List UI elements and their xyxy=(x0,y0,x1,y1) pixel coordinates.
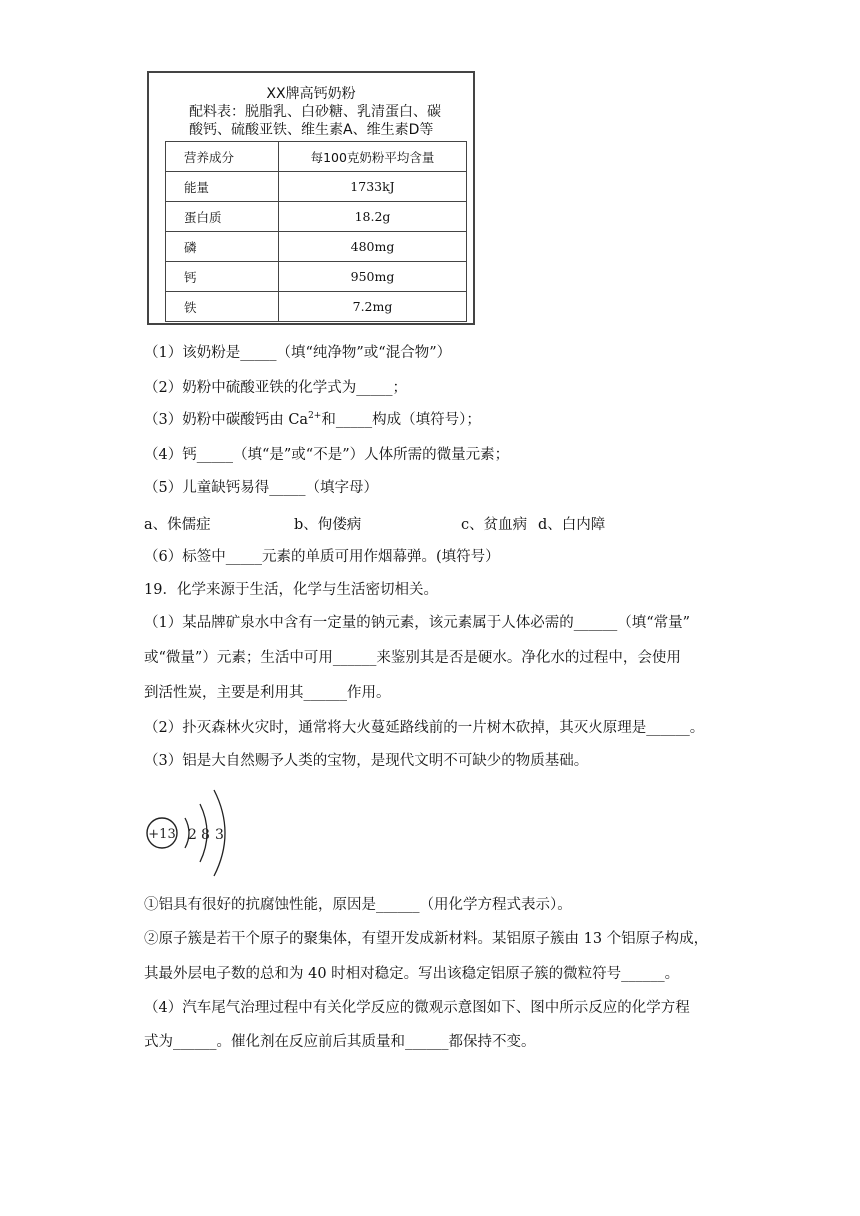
table-row xyxy=(166,262,467,292)
q19-sub2-line1: ②原子簇是若干个原子的聚集体，有望开发成新材料。某铝原子簇由 13 个铝原子构成， xyxy=(144,931,709,947)
aluminum-atom-diagram xyxy=(140,782,240,882)
q18-part6: （6）标签中_____元素的单质可用作烟幕弹。(填符号） xyxy=(144,549,500,565)
nutrient-value: 7.2mg xyxy=(279,292,467,322)
table-row xyxy=(166,172,467,202)
table-row xyxy=(166,292,467,322)
q19-part1-line3: 到活性炭，主要是利用其______作用。 xyxy=(144,685,391,701)
q18-part4: （4）钙_____（填“是”或“不是”）人体所需的微量元素； xyxy=(144,447,510,463)
q19-sub2-line2: 其最外层电子数的总和为 40 时相对稳定。写出该稳定铝原子簇的微粒符号______。 xyxy=(144,966,680,982)
table-row xyxy=(166,232,467,262)
option-b: b、佝偻病 xyxy=(294,517,362,533)
q19-part4-line2: 式为______。催化剂在反应前后其质量和______都保持不变。 xyxy=(144,1034,536,1050)
table-row xyxy=(166,202,467,232)
nucleus-charge: +13 xyxy=(148,827,176,842)
nutrient-value: 1733kJ xyxy=(279,172,467,202)
q18-part1: （1）该奶粉是_____（填“纯净物”或“混合物”） xyxy=(144,345,452,361)
nutrient-name: 能量 xyxy=(166,172,279,202)
nutrient-value: 480mg xyxy=(279,232,467,262)
nutrient-name: 蛋白质 xyxy=(166,202,279,232)
q18-part2: （2）奶粉中硫酸亚铁的化学式为_____； xyxy=(144,380,407,396)
q18-part3: （3）奶粉中碳酸钙由 $Ca^{2+}$和_____构成（填符号）； xyxy=(144,411,481,428)
label-ingredients-line2: 酸钙、硫酸亚铁、维生素A、维生素D等 xyxy=(189,122,434,138)
q18-part5: （5）儿童缺钙易得_____（填字母） xyxy=(144,480,378,496)
nutrient-value: 950mg xyxy=(279,262,467,292)
q19-part1-line2: 或“微量”）元素；生活中可用______来鉴别其是否是硬水。净化水的过程中，会使用 xyxy=(144,650,681,666)
header-nutrient: 营养成分 xyxy=(166,142,279,172)
label-ingredients-line1: 配料表：脱脂乳、白砂糖、乳清蛋白、碳 xyxy=(189,104,441,120)
table-header-row xyxy=(166,142,467,172)
option-c: c、贫血病 xyxy=(461,517,528,533)
shell-1-electrons: 2 xyxy=(188,827,197,843)
option-a: a、侏儒症 xyxy=(144,517,211,533)
nutrient-name: 钙 xyxy=(166,262,279,292)
label-title: XX牌高钙奶粉 xyxy=(266,86,356,102)
q19-part4-line1: （4）汽车尾气治理过程中有关化学反应的微观示意图如下、图中所示反应的化学方程 xyxy=(144,1000,690,1016)
nutrient-name: 磷 xyxy=(166,232,279,262)
nutrition-table xyxy=(165,141,467,322)
milk-powder-label xyxy=(147,71,475,325)
q19-stem: 19．化学来源于生活，化学与生活密切相关。 xyxy=(144,582,438,598)
q19-part2: （2）扑灭森林火灾时，通常将大火蔓延路线前的一片树木砍掉，其灭火原理是______。 xyxy=(144,720,705,736)
option-d: d、白内障 xyxy=(538,517,606,533)
header-amount: 每100克奶粉平均含量 xyxy=(279,142,467,172)
shell-2-electrons: 8 xyxy=(201,827,210,843)
q19-part3: （3）铝是大自然赐予人类的宝物，是现代文明不可缺少的物质基础。 xyxy=(144,753,589,769)
nutrient-name: 铁 xyxy=(166,292,279,322)
q19-part1-line1: （1）某品牌矿泉水中含有一定量的钠元素，该元素属于人体必需的______（填“常量” xyxy=(144,615,691,631)
q19-sub1: ①铝具有很好的抗腐蚀性能，原因是______（用化学方程式表示）。 xyxy=(144,897,572,913)
shell-3-electrons: 3 xyxy=(215,827,224,843)
nutrient-value: 18.2g xyxy=(279,202,467,232)
